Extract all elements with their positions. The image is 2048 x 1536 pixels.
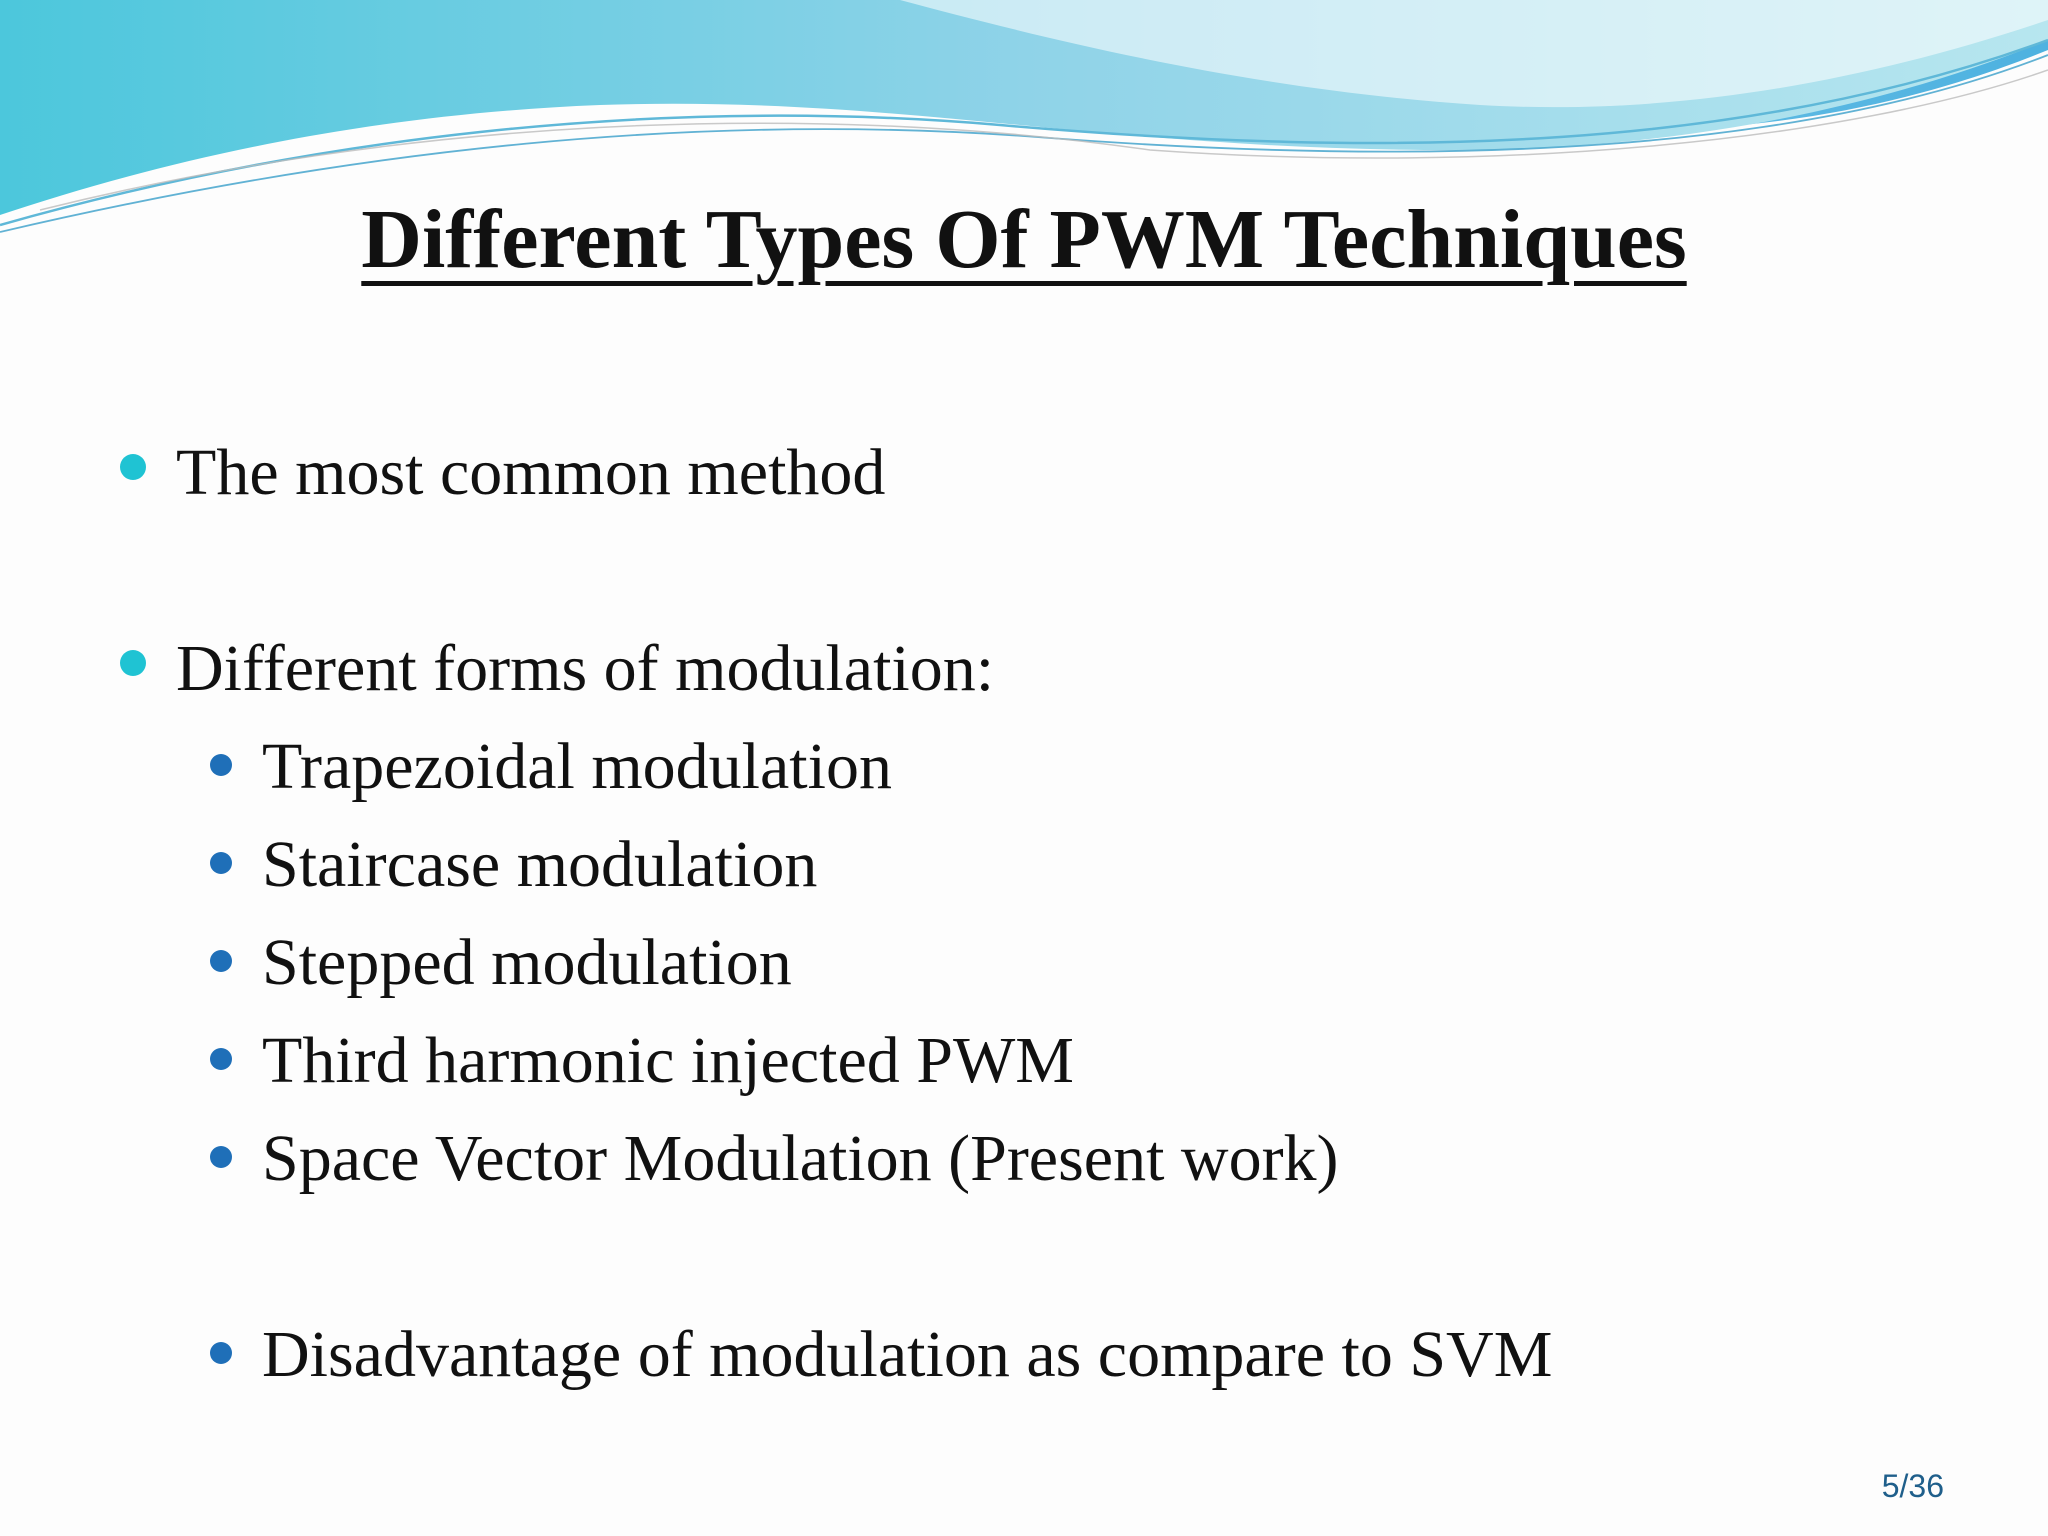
sub-bullet-text: Space Vector Modulation (Present work) [262,1122,1339,1195]
sub-bullet-dot-icon [210,852,232,874]
sub-bullet-dot-icon [210,950,232,972]
sub-bullet-text: Trapezoidal modulation [262,730,892,803]
sub-bullet-item [210,1122,1339,1195]
bullet-text: The most common method [176,436,886,509]
bullet-dot-icon [120,650,146,676]
bullet-item [120,436,886,509]
sub-bullet-item [210,730,892,803]
bullet-text: Different forms of modulation: [176,632,995,705]
bullet-dot-icon [120,454,146,480]
slide-title: Different Types Of PWM Techniques [361,193,1687,286]
sub-bullet-dot-icon [210,754,232,776]
sub-bullet-text: Third harmonic injected PWM [262,1024,1074,1097]
sub-bullet-text: Staircase modulation [262,828,818,901]
page-number: 5/36 [1881,1468,1944,1504]
sub-bullet-dot-icon [210,1342,232,1364]
sub-bullet-dot-icon [210,1146,232,1168]
sub-bullet-item [210,926,792,999]
sub-bullet-dot-icon [210,1048,232,1070]
sub-bullet-text: Disadvantage of modulation as compare to SVM [262,1318,1553,1391]
sub-bullet-item [210,1024,1074,1097]
sub-bullet-item [210,828,818,901]
bullet-item [120,632,995,705]
sub-bullet-text: Stepped modulation [262,926,792,999]
sub-bullet-item [210,1318,1553,1391]
